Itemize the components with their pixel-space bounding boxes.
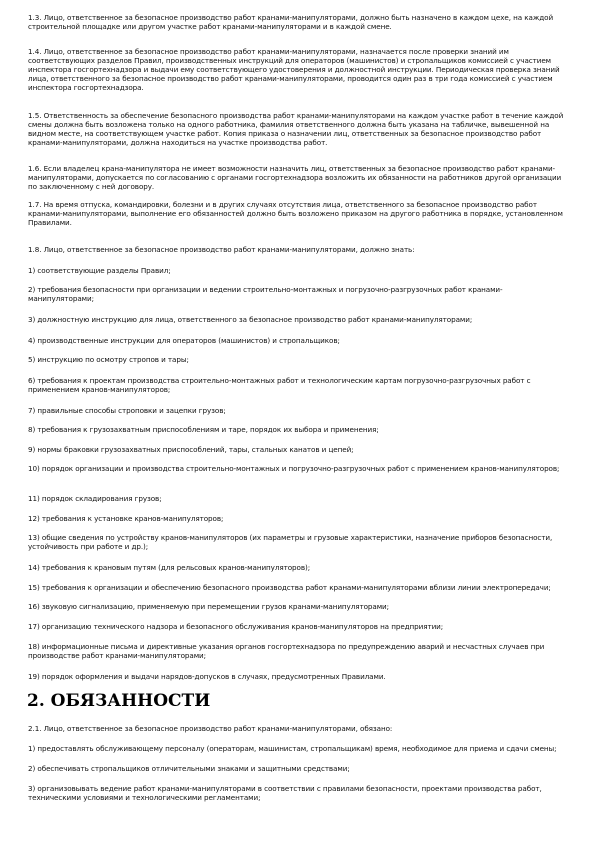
list-item-18: 18) информационные письма и директивные указания органов госгортехнадзора по предупреждению аварий и несчастных случаев при производстве работ кранами-манипуляторами; [28,642,545,660]
list-item-9: 9) нормы браковки грузозахватных приспособлений, тары, стальных канатов и цепей; [28,445,354,454]
paragraph-1-5: 1.5. Ответственность за обеспечение безопасного производства работ кранами-манипуляторами на каждом участке работ в течение каждой смены должна быть возложена только на одного работника, фамилия ответственного должна быть указана на табличке, вывешенной на видном месте, на соответствующем участке работ. Копия приказа о назначении лиц, ответственных за безопасное производство работ кранами-манипуляторами, должна находиться на участке производства работ. [28,111,564,147]
paragraph-1-8: 1.8. Лицо, ответственное за безопасное производство работ кранами-манипуляторами, должно знать: [28,245,415,254]
list-item-19: 19) порядок оформления и выдачи нарядов-допусков в случаях, предусмотренных Правилами. [28,672,386,681]
list-item-12: 12) требования к установке кранов-манипуляторов; [28,514,224,523]
list-item-14: 14) требования к крановым путям (для рельсовых кранов-манипуляторов); [28,563,311,572]
list-item-17: 17) организацию технического надзора и безопасного обслуживания кранов-манипуляторов на предприятии; [28,622,444,631]
list-item-5: 5) инструкцию по осмотру стропов и тары; [28,355,189,364]
list-item-10: 10) порядок организации и производства строительно-монтажных и погрузочно-разгрузочных работ с применением кранов-манипуляторов; [28,464,560,473]
list-item-8: 8) требования к грузозахватным приспособлениям и таре, порядок их выбора и применения; [28,425,379,434]
list-item-15: 15) требования к организации и обеспечению безопасного производства работ кранами-манипуляторами вблизи линии электропередачи; [28,583,551,592]
list-item-13: 13) общие сведения по устройству кранов-манипуляторов (их параметры и грузовые характеристики, назначение приборов безопасности, устойчивость при работе и др.); [28,533,553,551]
list-item-11: 11) порядок складирования грузов; [28,494,162,503]
paragraph-1-6: 1.6. Если владелец крана-манипулятора не имеет возможности назначить лиц, ответственных за безопасное производство работ кранами-манипуляторами, допускается по согласованию с органами госгортехнадзора возложить их обязанности на работников другой организации по заключенному с ней договору. [28,164,562,191]
list-item-4: 4) производственные инструкции для операторов (машинистов) и стропальщиков; [28,336,340,345]
list-item-2: 2) требования безопасности при организации и ведении строительно-монтажных и погрузочно-разгрузочных работ кранами-манипуляторами; [28,285,503,303]
list-item-1: 1) соответствующие разделы Правил; [28,266,171,275]
list-item-3: 3) должностную инструкцию для лица, ответственного за безопасное производство работ кранами-манипуляторами; [28,315,473,324]
section-heading-duties: 2. ОБЯЗАННОСТИ [27,691,211,711]
duties-list-item-2: 2) обеспечивать стропальщиков отличительными знаками и защитными средствами; [28,764,350,773]
duties-list-item-1: 1) предоставлять обслуживающему персоналу (операторам, машинистам, стропальщикам) время, необходимое для приема и сдачи смены; [28,744,557,753]
paragraph-2-1: 2.1. Лицо, ответственное за безопасное производство работ кранами-манипуляторами, обязано: [28,724,393,733]
paragraph-1-3: 1.3. Лицо, ответственное за безопасное производство работ кранами-манипуляторами, должно быть назначено в каждом цехе, на каждой строительной площадке или другом участке работ кранами-манипуляторами и в каждой смене. [28,13,554,31]
paragraph-1-4: 1.4. Лицо, ответственное за безопасное производство работ кранами-манипуляторами, назначается после проверки знаний им соответствующих разделов Правил, производственных инструкций для операторов (машинистов) и стропальщиков комиссией с участием инспектора госгортехнадзора и выдачи ему соответствующего удостоверения и должностной инструкции. Периодическая проверка знаний лица, ответственного за безопасное производство работ кранами-манипуляторами, проводится один раз в три года комиссией с участием инспектора госгортехнадзора. [28,47,560,92]
duties-list-item-3: 3) организовывать ведение работ кранами-манипуляторами в соответствии с правилами безопасности, проектами производства работ, техническими условиями и технологическими регламентами; [28,784,542,802]
list-item-7: 7) правильные способы строповки и зацепки грузов; [28,406,226,415]
list-item-6: 6) требования к проектам производства строительно-монтажных работ и технологическим картам погрузочно-разгрузочных работ с применением кранов-манипуляторов; [28,376,531,394]
paragraph-1-7: 1.7. На время отпуска, командировки, болезни и в других случаях отсутствия лица, ответственного за безопасное производство работ кранами-манипуляторами, выполнение его обязанностей должно быть возложено приказом на другого работника в порядке, установленном Правилами. [28,200,563,227]
list-item-16: 16) звуковую сигнализацию, применяемую при перемещении грузов кранами-манипуляторами; [28,602,389,611]
